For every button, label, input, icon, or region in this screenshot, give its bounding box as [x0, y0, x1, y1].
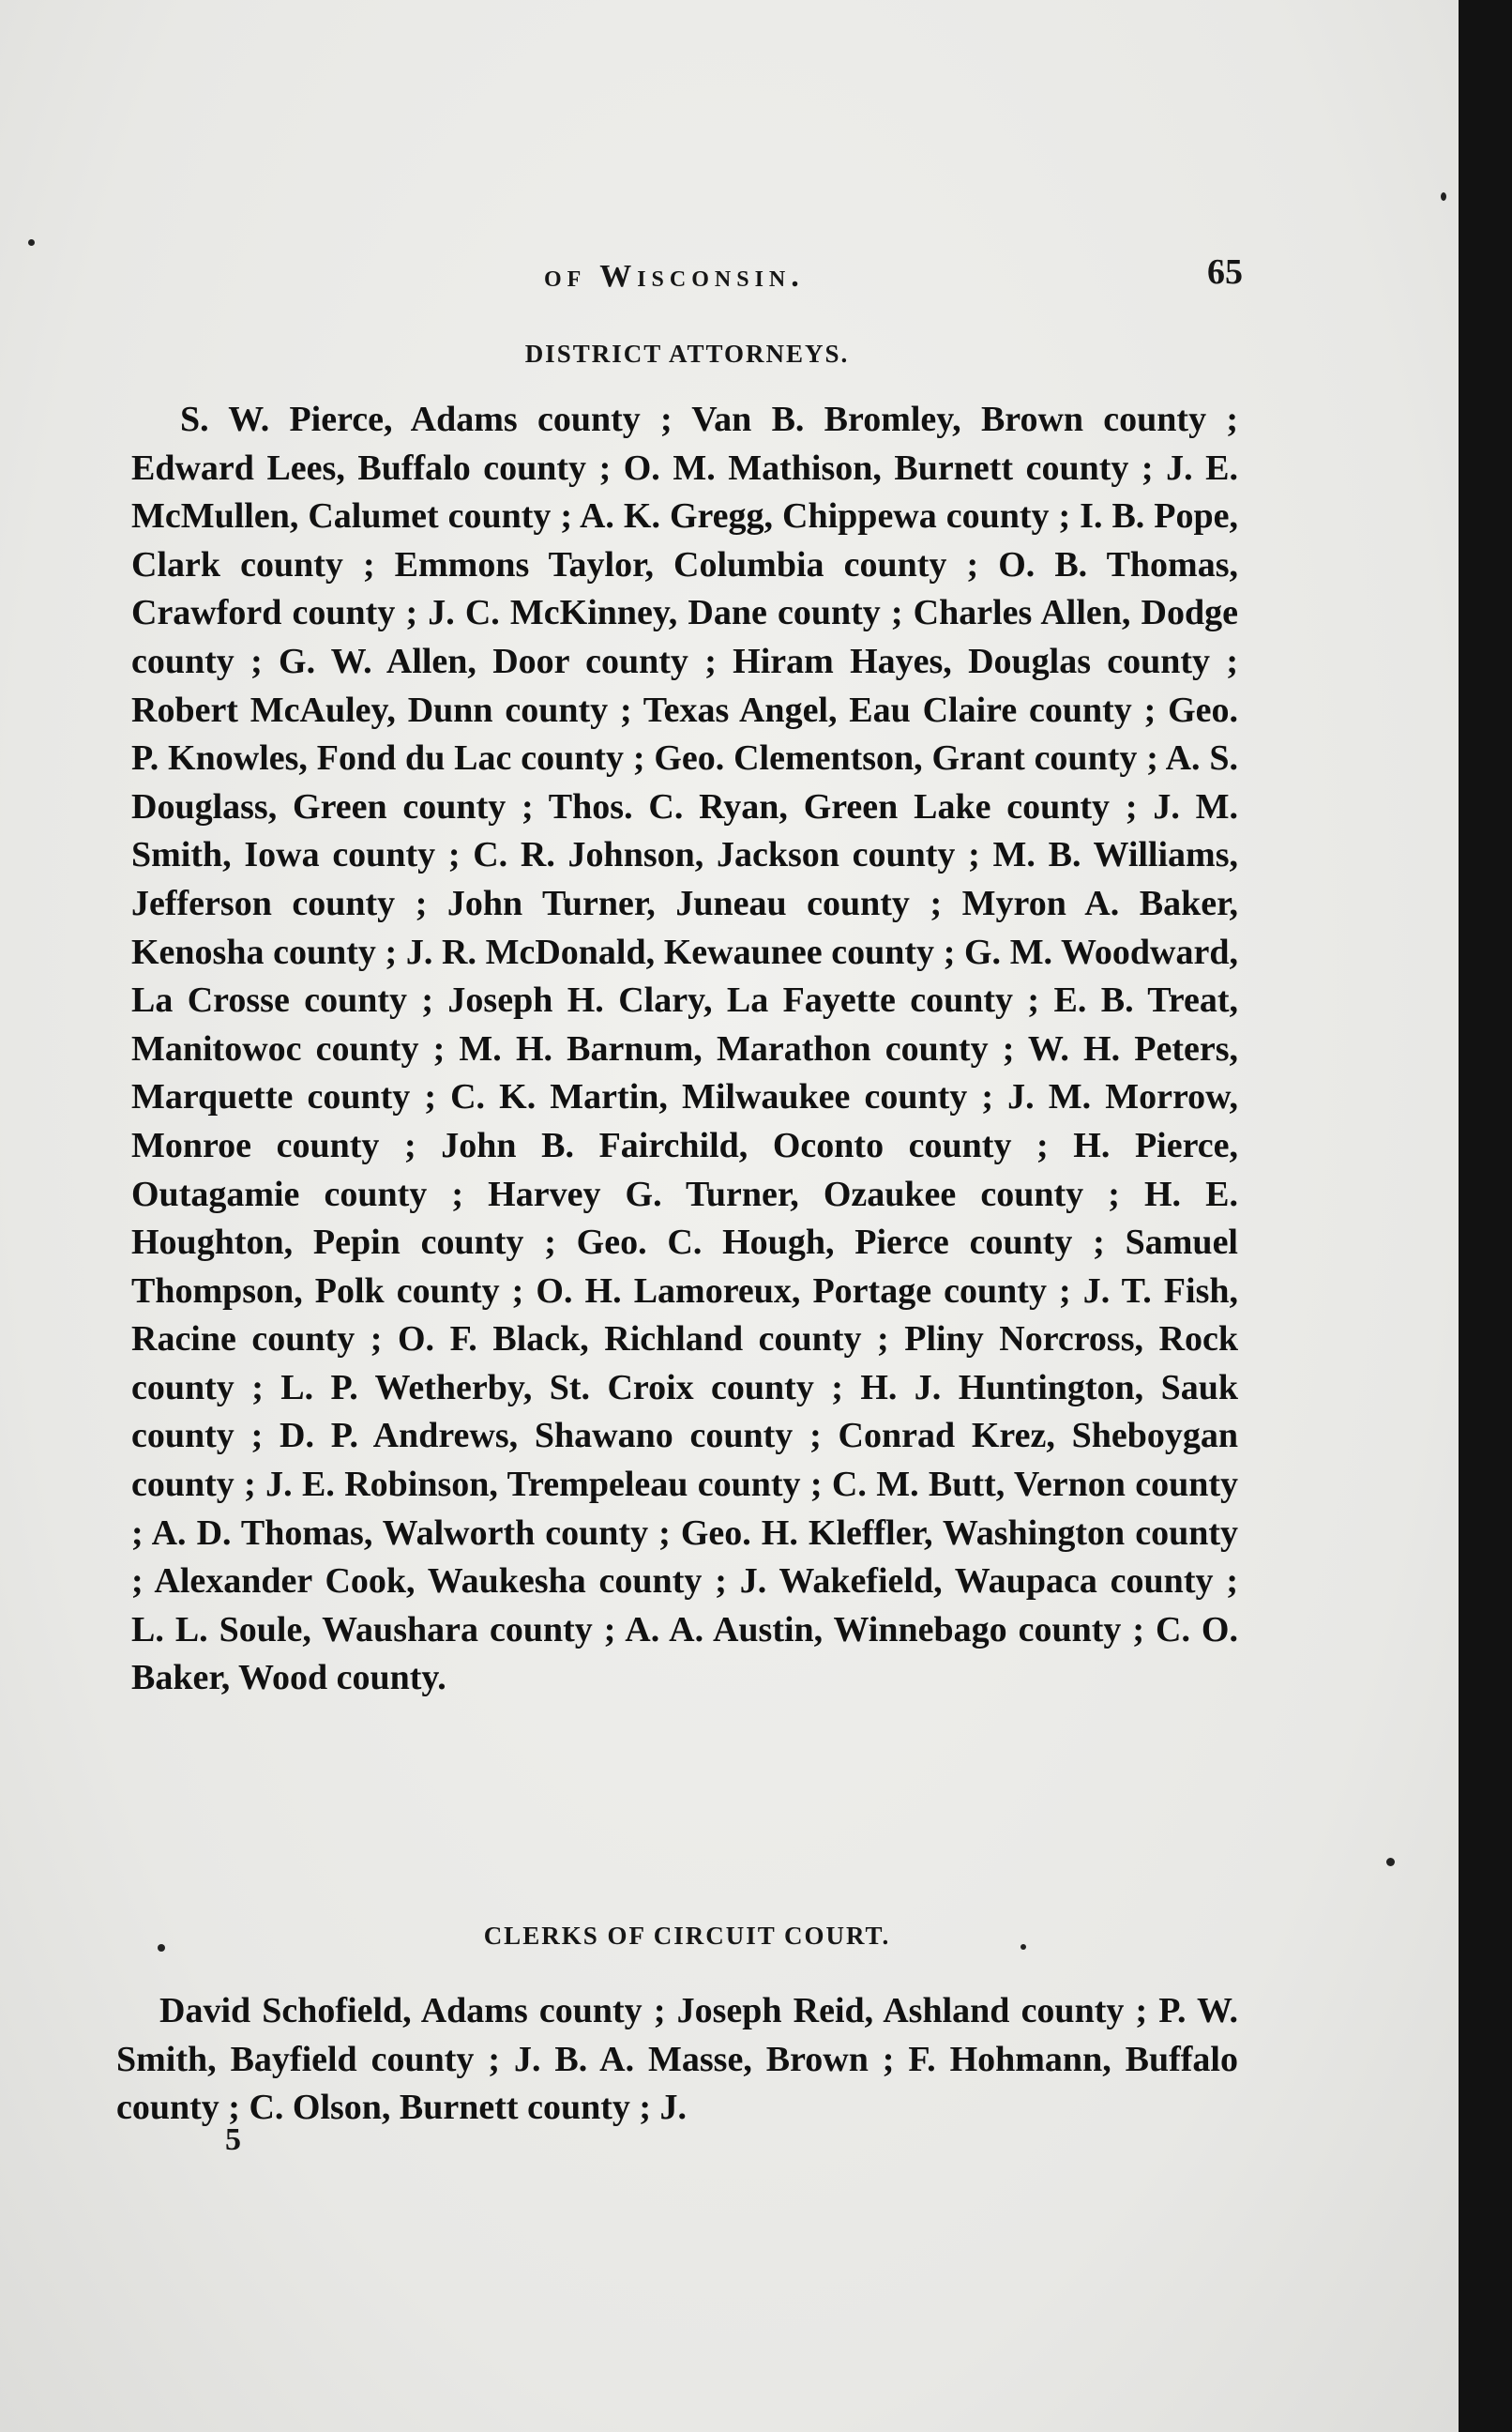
ink-speck	[1441, 192, 1446, 201]
running-title: of Wisconsin.	[544, 259, 805, 294]
clerks-of-circuit-court-paragraph: David Schofield, Adams county ; Joseph Reid, Ashland county ; P. W. Smith, Bayfield county ; J. B. A. Masse, Brown ; F. Hohmann, Buffalo county ; C. Olson, Burnett county ; J.	[116, 1991, 1238, 2128]
running-head	[131, 251, 1243, 308]
district-attorneys-paragraph: S. W. Pierce, Adams county ; Van B. Bromley, Brown county ; Edward Lees, Buffalo county ; O. M. Mathison, Burnett county ; J. E. McMullen, Calumet county ; A. K. Gregg, Chippewa county ; I. B. Pope, Clark county ; Emmons Taylor, Columbia county ; O. B. Thomas, Crawford county ; J. C. McKinney, Dane county ; Charles Allen, Dodge county ; G. W. Allen, Door county ; Hiram Hayes, Douglas county ; Robert McAuley, Dunn county ; Texas Angel, Eau Claire county ; Geo. P. Knowles, Fond du Lac county ; Geo. Clementson, Grant county ; A. S. Douglass, Green county ; Thos. C. Ryan, Green Lake county ; J. M. Smith, Iowa county ; C. R. Johnson, Jackson county ; M. B. Williams, Jefferson county ; John Turner, Juneau county ; Myron A. Baker, Kenosha county ; J. R. McDonald, Kewaunee county ; G. M. Woodward, La Crosse county ; Joseph H. Clary, La Fayette county ; E. B. Treat, Manitowoc county ; M. H. Barnum, Marathon county ; W. H. Peters, Marquette county ; C. K. Martin, Milwaukee county ; J. M. Morrow, Monroe county ; John B. Fairchild, Oconto county ; H. Pierce, Outagamie county ; Harvey G. Turner, Ozaukee county ; H. E. Houghton, Pepin county ; Geo. C. Hough, Pierce county ; Samuel Thompson, Polk county ; O. H. Lamoreux, Portage county ; J. T. Fish, Racine county ; O. F. Black, Richland county ; Pliny Norcross, Rock county ; L. P. Wetherby, St. Croix county ; H. J. Huntington, Sauk county ; D. P. Andrews, Shawano county ; Conrad Krez, Sheboygan county ; J. E. Robinson, Trempeleau county ; C. M. Butt, Vernon county ; A. D. Thomas, Walworth county ; Geo. H. Kleffler, Washington county ; Alexander Cook, Waukesha county ; J. Wakefield, Waupaca county ; L. L. Soule, Waushara county ; A. A. Austin, Winnebago county ; C. O. Baker, Wood county.	[131, 400, 1238, 1698]
ink-speck	[158, 1944, 165, 1952]
ink-speck	[1021, 1944, 1026, 1950]
ink-speck	[28, 239, 35, 246]
ink-speck	[1386, 1858, 1395, 1866]
scan-edge	[1459, 0, 1512, 2432]
section-heading-district-attorneys: DISTRICT ATTORNEYS.	[524, 340, 850, 368]
signature-mark: 5	[225, 2122, 241, 2157]
section-heading-clerks-of-circuit-court: CLERKS OF CIRCUIT COURT.	[483, 1922, 891, 1950]
page-number: 65	[1207, 252, 1243, 292]
